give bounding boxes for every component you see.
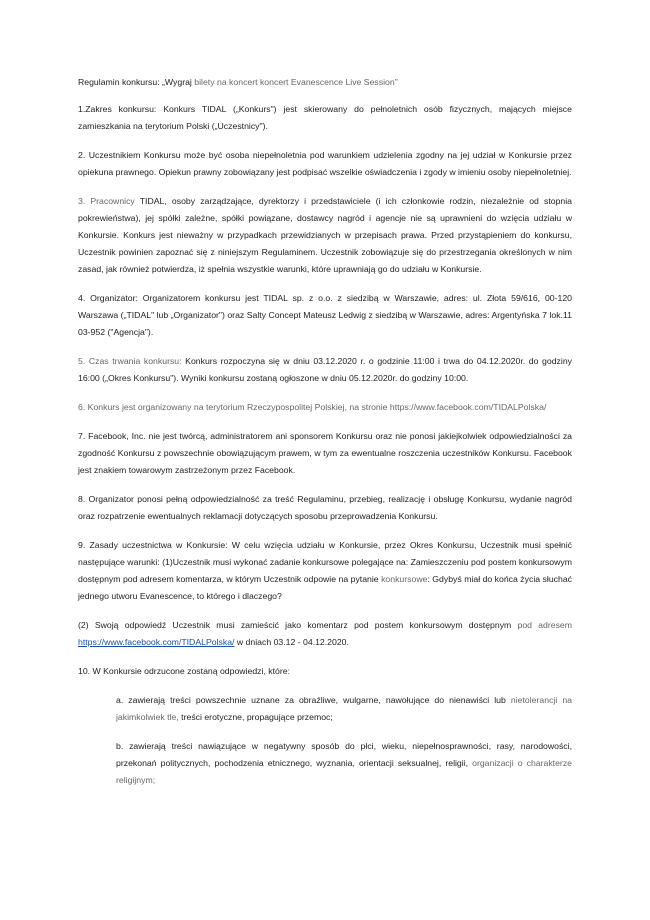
section-9-answer-location <box>78 617 572 651</box>
section-9-gray: konkursowe <box>381 574 428 584</box>
section-5-text: Konkurs rozpoczyna się w dniu 03.12.2020 r. o godzinie 11:00 i trwa do 04.12.2020r. do godziny 16:00 („Okres Konkursu"). Wyniki konkursu zostaną ogłoszone w dniu 05.12.2020r. do godziny 10:00. <box>78 356 573 383</box>
rejection-item-b <box>116 738 572 789</box>
item-b-gray: organizacji o charakterze religijnym; <box>116 758 572 785</box>
section-3-lead: 3. Pracownicy <box>78 196 135 206</box>
section-2-minors: 2. Uczestnikiem Konkursu może być osoba niepełnoletnia pod warunkiem udzielenia zgodny na jej udział w Konkursie przez opiekuna prawnego. Opiekun prawny zobowiązany jest podpisać wszelkie oświadczenia i zgody w imieniu osoby niepełnoletniej. <box>78 150 572 177</box>
section-6-territory: 6. Konkurs jest organizowany na terytorium Rzeczypospolitej Polskiej, na stronie https://www.facebook.com/TIDALPolska/ <box>78 402 547 412</box>
section-9-text: 9. Zasady uczestnictwa w Konkursie: W celu wzięcia udziału w Konkursie, przez Okres Konkursu, Uczestnik musi spełnić następujące warunki: (1)Uczestnik musi wykonać zadanie konkursowe polegające na: Zamieszczeniu pod postem konkursowym dostępnym pod adresem komentarza, w którym Uczestnik odpowie na pytanie <box>78 540 572 584</box>
answer-dates: w dniach 03.12 - 04.12.2020. <box>234 637 349 647</box>
answer-text: (2) Swoją odpowiedź Uczestnik musi zamieścić jako komentarz pod postem konkursowym dostępnym <box>78 620 518 630</box>
section-4-organizer: 4. Organizator: Organizatorem konkursu jest TIDAL sp. z o.o. z siedzibą w Warszawie, adres: ul. Złota 59/616, 00-120 Warszawa („TIDAL" lub „Organizator") oraz Salty Concept Mateusz Ledwig z siedzibą w Warszawie, adres: Argentyńska 7 lok.11 03-952 ("Agencja"). <box>78 293 572 337</box>
answer-gray: pod adresem <box>517 620 572 630</box>
document-title <box>78 74 572 91</box>
section-9-question: : Gdybyś miał do końca życia słuchać jednego utworu Evanescence, to którego i dlaczego? <box>78 574 572 601</box>
section-7-facebook: 7. Facebook, Inc. nie jest twórcą, administratorem ani sponsorem Konkursu oraz nie ponosi jakiejkolwiek odpowiedzialności za zgodność Konkursu z powszechnie obowiązującym prawem, w tym za ewentualne roszczenia uczestników Konkursu. Facebook jest znakiem towarowym zastrzeżonym przez Facebook. <box>78 431 572 475</box>
title-rest: bilety na koncert koncert Evanescence Live Session" <box>191 77 398 87</box>
rejection-list <box>116 692 572 789</box>
section-5-lead: 5. Czas trwania konkursu: <box>78 356 182 366</box>
section-10-rejections: 10. W Konkursie odrzucone zostaną odpowiedzi, które: <box>78 666 290 676</box>
item-a-text: a. zawierają treści powszechnie uznane za obraźliwe, wulgarne, nawołujące do nienawiści lub <box>116 695 511 705</box>
section-5-duration <box>78 353 572 387</box>
item-a-end: treści erotyczne, propagujące przemoc; <box>178 712 333 722</box>
title-main: Regulamin konkursu: „Wygraj <box>78 77 192 87</box>
section-3-text: TIDAL, osoby zarządzające, dyrektorzy i przedstawiciele (i ich członkowie rodzin, niezależnie od stopnia pokrewieństwa), jej spółki zależne, spółki powiązane, dostawcy nagród i agencje nie są uprawnieni do wzięcia udziału w Konkursie. Konkurs jest nieważny w przypadkach przewidzianych w przepisach prawa. Przed przystąpieniem do konkursu, Uczestnik powinien zapoznać się z niniejszym Regulaminem. Uczestnik zobowiązuje się do przestrzegania określonych w nim zasad, jak również potwierdza, iż spełnia wszystkie warunki, które uprawniają go do udziału w Konkursie. <box>78 196 572 274</box>
regulations-body <box>78 74 572 801</box>
rejection-item-a <box>116 692 572 726</box>
section-8-responsibility: 8. Organizator ponosi pełną odpowiedzialność za treść Regulaminu, przebieg, realizację i obsługę Konkursu, wydanie nagród oraz rozpatrzenie ewentualnych reklamacji dotyczących sposobu przeprowadzenia Konkursu. <box>78 494 572 521</box>
section-9-rules <box>78 537 572 605</box>
section-1-scope: 1.Zakres konkursu: Konkurs TIDAL („Konkurs") jest skierowany do pełnoletnich osób fizycznych, mających miejsce zamieszkania na terytorium Polski („Uczestnicy"). <box>78 104 572 131</box>
section-3-exclusions <box>78 193 572 278</box>
item-b-text: b. zawierają treści nawiązujące w negatywny sposób do płci, wieku, niepełnosprawności, rasy, narodowości, przekonań politycznych, pochodzenia etnicznego, wyznania, orientacji seksualnej, religii, <box>116 741 572 768</box>
item-a-gray: nietolerancji na jakimkolwiek tle, <box>116 695 572 722</box>
facebook-link[interactable]: https://www.facebook.com/TIDALPolska/ <box>78 637 235 647</box>
